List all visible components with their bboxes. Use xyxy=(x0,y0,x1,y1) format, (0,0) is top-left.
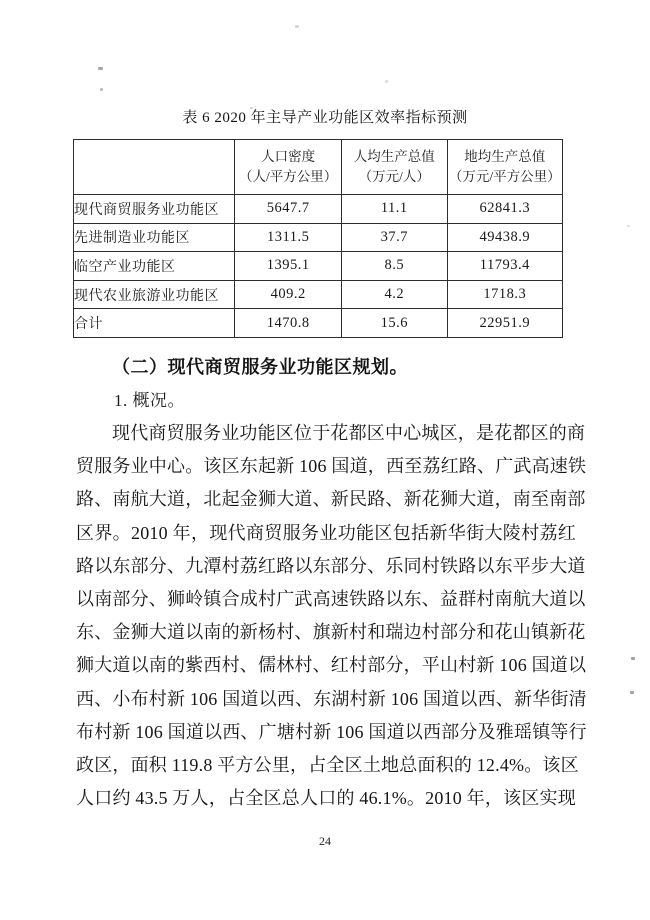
scan-speck xyxy=(100,88,103,91)
table-header-cell xyxy=(341,140,447,195)
table-row xyxy=(74,195,563,224)
row-label-cell: 合计 xyxy=(74,309,235,338)
header-line: 地均生产总值 xyxy=(464,148,546,164)
table-row xyxy=(74,309,563,338)
value-cell: 11793.4 xyxy=(447,252,562,281)
paragraph-line: 西、小布村新 106 国道以西、东湖村新 106 国道以西、新华街清 xyxy=(76,688,587,709)
value-cell: 11.1 xyxy=(341,195,447,224)
body-text xyxy=(76,351,587,815)
paragraph-line: 现代商贸服务业功能区位于花都区中心城区，是花都区的商 xyxy=(112,423,586,443)
page-number: 24 xyxy=(319,834,331,848)
paragraph-line: 布村新 106 国道以西、广塘村新 106 国道以西部分及雅瑶镇等行 xyxy=(76,721,587,742)
table-header-row xyxy=(74,140,563,195)
table-row xyxy=(74,223,563,252)
row-label-cell: 临空产业功能区 xyxy=(74,252,235,281)
value-cell: 1311.5 xyxy=(235,223,342,252)
table-header-cell-empty xyxy=(74,140,235,195)
header-unit: （万元/平方公里） xyxy=(448,169,561,184)
value-cell: 49438.9 xyxy=(447,223,562,252)
table-title: 表 6 2020 年主导产业功能区效率指标预测 xyxy=(182,110,468,126)
paragraph-line: 政区，面积 119.8 平方公里，占全区土地总面积的 12.4%。该区 xyxy=(76,754,579,775)
table-row xyxy=(74,252,563,281)
scan-speck xyxy=(98,67,103,70)
value-cell: 37.7 xyxy=(341,223,447,252)
value-cell: 15.6 xyxy=(341,309,447,338)
paragraph-line: 贸服务业中心。该区东起新 106 国道，西至荔红路、广武高速铁 xyxy=(76,456,587,477)
scan-speck xyxy=(630,691,634,694)
paragraph-line: 狮大道以南的紫西村、儒林村、红村部分，平山村新 106 国道以 xyxy=(76,655,587,676)
row-label-cell: 现代商贸服务业功能区 xyxy=(74,195,235,224)
scan-speck xyxy=(250,107,253,109)
value-cell: 1718.3 xyxy=(447,280,562,309)
subsection-heading: 1. 概况。 xyxy=(114,391,185,410)
header-unit: （人/平方公里） xyxy=(239,169,338,184)
scan-speck xyxy=(631,657,635,660)
paragraph-line: 区界。2010 年，现代商贸服务业功能区包括新华街大陵村荔红 xyxy=(76,522,576,543)
value-cell: 1395.1 xyxy=(235,252,342,281)
paragraph-line: 以南部分、狮岭镇合成村广武高速铁路以东、益群村南航大道以 xyxy=(76,588,586,609)
scan-speck xyxy=(295,25,299,28)
section-heading: （二）现代商贸服务业功能区规划。 xyxy=(112,357,408,377)
paragraph-line: 东、金狮大道以南的新杨村、旗新村和瑞边村部分和花山镇新花 xyxy=(76,622,586,643)
paragraph-line: 路以东部分、九潭村荔红路以东部分、乐同村铁路以东平步大道 xyxy=(76,555,586,576)
value-cell: 8.5 xyxy=(341,252,447,281)
row-label-cell: 先进制造业功能区 xyxy=(74,223,235,252)
paragraph-line: 路、南航大道，北起金狮大道、新民路、新花狮大道，南至南部 xyxy=(76,489,586,510)
header-line: 人均生产总值 xyxy=(353,148,435,164)
scan-speck xyxy=(627,225,630,227)
value-cell: 62841.3 xyxy=(447,195,562,224)
paragraph-line: 人口约 43.5 万人，占全区总人口的 46.1%。2010 年，该区实现 xyxy=(76,788,576,809)
header-unit: （万元/人） xyxy=(358,169,430,184)
value-cell: 4.2 xyxy=(341,280,447,309)
value-cell: 22951.9 xyxy=(447,309,562,338)
header-line: 人口密度 xyxy=(261,148,316,164)
table-row xyxy=(74,280,563,309)
table-header-cell xyxy=(235,140,342,195)
table-header-cell xyxy=(447,140,562,195)
value-cell: 5647.7 xyxy=(235,195,342,224)
data-table xyxy=(73,139,563,338)
value-cell: 409.2 xyxy=(235,280,342,309)
value-cell: 1470.8 xyxy=(235,309,342,338)
scan-speck xyxy=(385,80,388,83)
row-label-cell: 现代农业旅游业功能区 xyxy=(74,280,235,309)
